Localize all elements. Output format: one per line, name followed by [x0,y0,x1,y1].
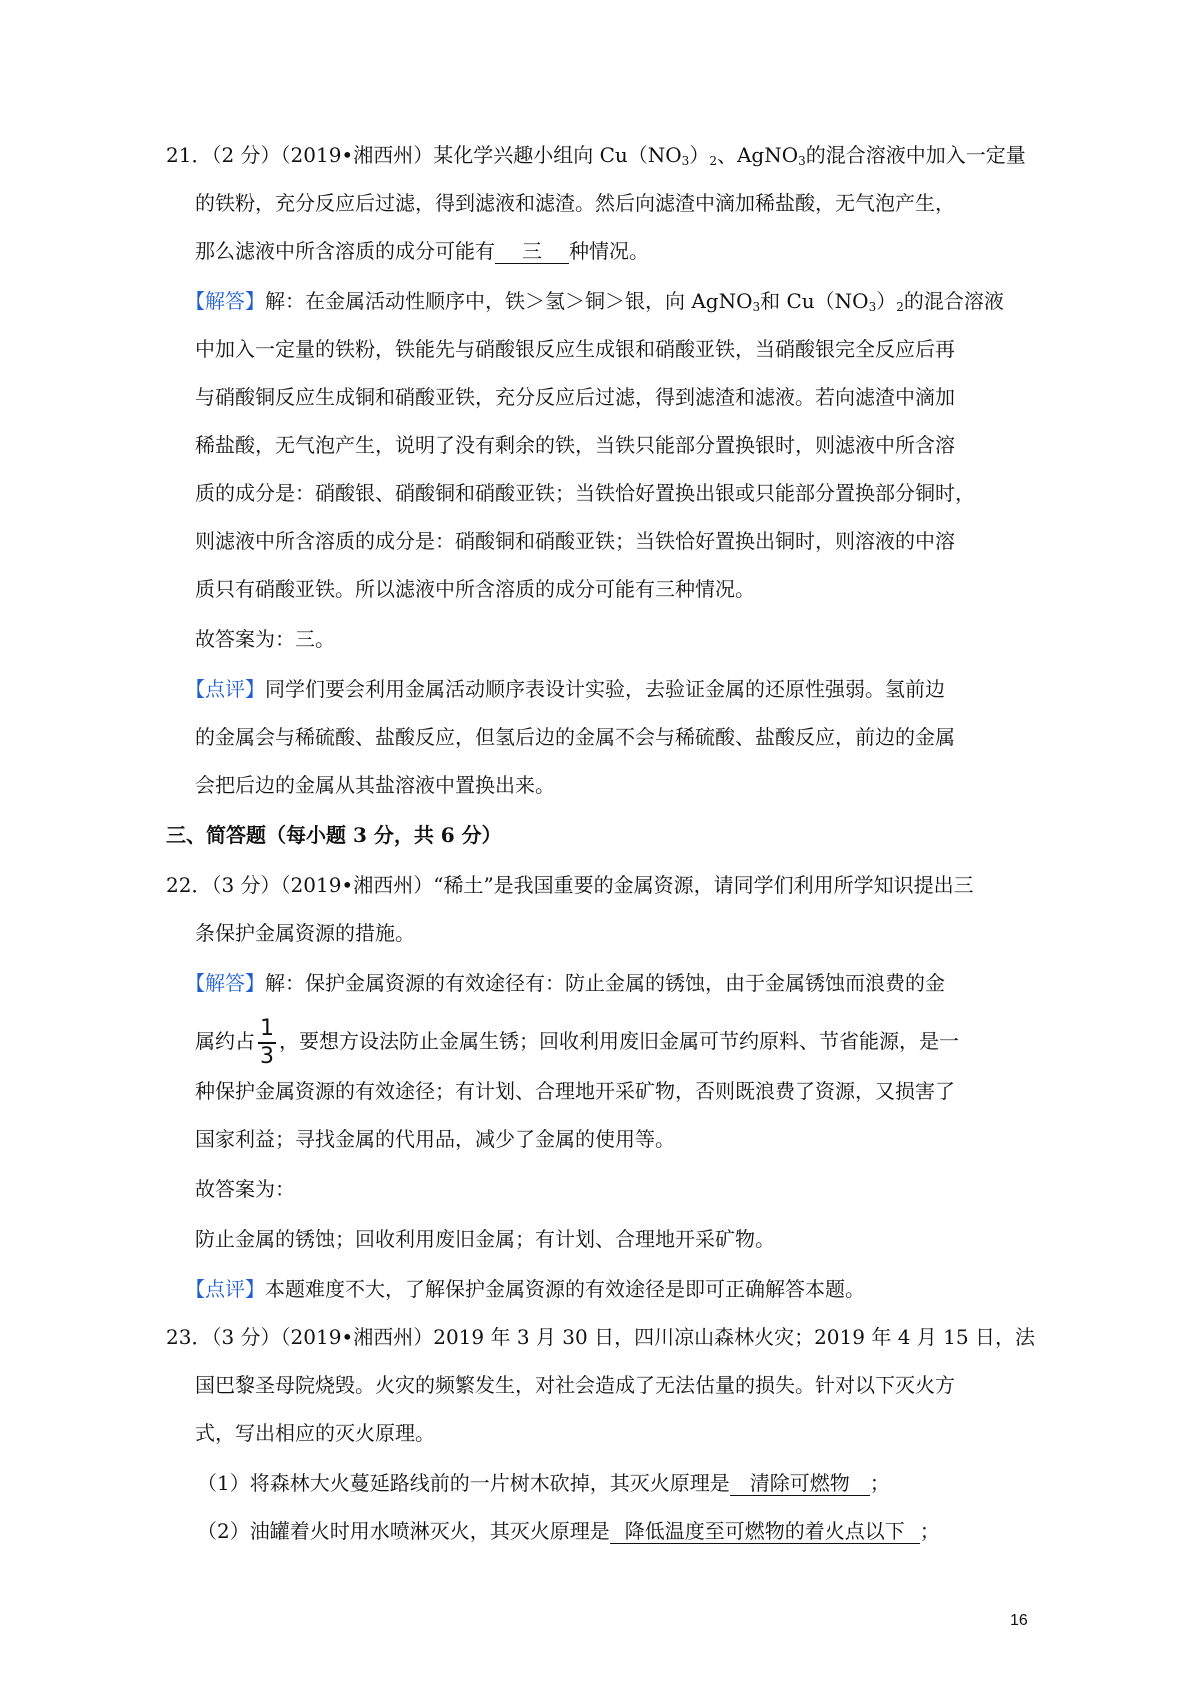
page-number: 16 [1010,1612,1028,1629]
q21-stem-line-1: 21．（2 分）（2019•湘西州）某化学兴趣小组向 $Cu(NO_3)_2$、AgNO$_3$的混合溶液中加入一定量 [166,143,1026,168]
comment-tag: 【点评】 [185,677,265,701]
q23-stem-line-3: 式，写出相应的灭火原理。 [195,1421,435,1445]
q22-solution-line-1: 【解答】解：保护金属资源的有效途径有：防止金属的锈蚀，由于金属锈蚀而浪费的金 [185,971,945,995]
q21-solution-line-3: 与硝酸铜反应生成铜和硝酸亚铁，充分反应后过滤，得到滤渣和滤液。若向滤渣中滴加 [195,385,955,409]
q21-solution-line-2: 中加入一定量的铁粉，铁能先与硝酸银反应生成银和硝酸亚铁，当硝酸银完全反应后再 [195,337,955,361]
fraction-one-third: $\frac{1}{3}$ [260,1015,274,1069]
q22-solution-line-2: 属约占 $\frac{1}{3}$ ，要想方设法防止金属生锈；回收利用废旧金属可节约原料、节省能源，是一 [195,1015,959,1069]
q22-stem-line-2: 条保护金属资源的措施。 [195,921,415,945]
q21-solution-line-4: 稀盐酸，无气泡产生，说明了没有剩余的铁，当铁只能部分置换银时，则滤液中所含溶 [195,433,955,457]
solution-tag: 【解答】 [185,971,265,995]
q21-solution-line-7: 质只有硝酸亚铁。所以滤液中所含溶质的成分可能有三种情况。 [195,577,755,601]
q22-stem-line-1: 22．（3 分）（2019•湘西州）“稀土”是我国重要的金属资源，请同学们利用所学知识提出三 [166,873,974,897]
q23-part-1-answer-blank: 清除可燃物 [730,1471,870,1496]
q21-comment-line-2: 的金属会与稀硫酸、盐酸反应，但氢后边的金属不会与稀硫酸、盐酸反应，前边的金属 [195,725,955,749]
comment-tag: 【点评】 [185,1277,265,1301]
q23-stem-line-2: 国巴黎圣母院烧毁。火灾的频繁发生，对社会造成了无法估量的损失。针对以下灭火方 [195,1373,955,1397]
q21-comment-line-1: 【点评】同学们要会利用金属活动顺序表设计实验，去验证金属的还原性强弱。氢前边 [185,677,945,701]
q23-part-2-answer-blank: 降低温度至可燃物的着火点以下 [610,1519,920,1544]
q23-part-1: （1）将森林大火蔓延路线前的一片树木砍掉，其灭火原理是 清除可燃物 ； [197,1471,890,1495]
q21-stem-line-3: 那么滤液中所含溶质的成分可能有 三 种情况。 [195,239,649,263]
q22-solution-line-3: 种保护金属资源的有效途径；有计划、合理地开采矿物，否则既浪费了资源，又损害了 [195,1079,955,1103]
q21-solution-line-6: 则滤液中所含溶质的成分是：硝酸铜和硝酸亚铁；当铁恰好置换出铜时，则溶液的中溶 [195,529,955,553]
q21-solution-line-5: 质的成分是：硝酸银、硝酸铜和硝酸亚铁；当铁恰好置换出银或只能部分置换部分铜时， [195,481,975,505]
q22-answer-label: 故答案为： [195,1177,295,1201]
q22-solution-line-4: 国家利益；寻找金属的代用品，减少了金属的使用等。 [195,1127,675,1151]
section-heading: 三、简答题（每小题 3 分，共 6 分） [166,823,502,847]
q22-comment: 【点评】本题难度不大，了解保护金属资源的有效途径是即可正确解答本题。 [185,1277,865,1301]
q21-comment-line-3: 会把后边的金属从其盐溶液中置换出来。 [195,773,555,797]
solution-tag: 【解答】 [185,289,265,313]
q21-answer: 故答案为：三。 [195,627,335,651]
q21-answer-blank: 三 [495,239,569,264]
q22-answer: 防止金属的锈蚀；回收利用废旧金属；有计划、合理地开采矿物。 [195,1227,775,1251]
q23-stem-line-1: 23．（3 分）（2019•湘西州）2019 年 3 月 30 日，四川凉山森林火灾；2019 年 4 月 15 日，法 [166,1325,1035,1349]
q21-stem-line-2: 的铁粉，充分反应后过滤，得到滤液和滤渣。然后向滤渣中滴加稀盐酸，无气泡产生， [195,191,955,215]
q21-solution-line-1: 【解答】解：在金属活动性顺序中，铁＞氢＞铜＞银，向 AgNO$_3$和 $Cu(NO_3)_2$的混合溶液 [185,289,1004,314]
q23-part-2: （2）油罐着火时用水喷淋灭火，其灭火原理是 降低温度至可燃物的着火点以下 ； [197,1519,940,1543]
